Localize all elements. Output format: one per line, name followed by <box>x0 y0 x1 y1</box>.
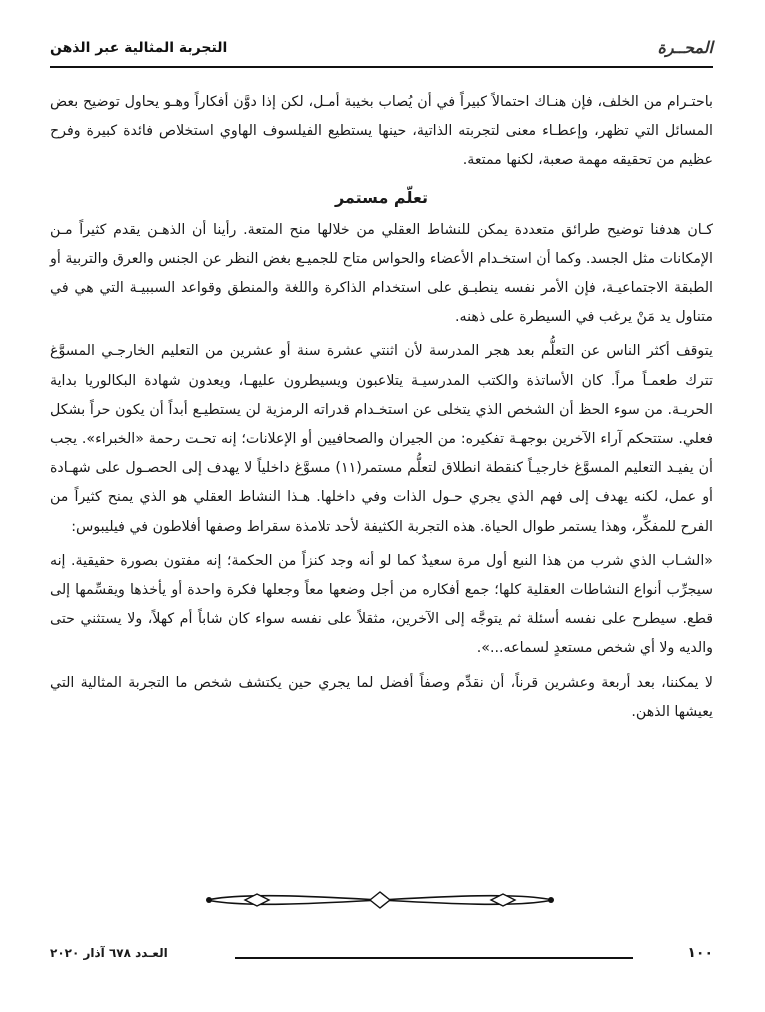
paragraph-2: يتوقف أكثر الناس عن التعلُّم بعد هجر المدرسة لأن اثنتي عشرة سنة أو عشرين من التعليم الخارجـي المسوَّغ تترك طعمـاً مراً. كان الأساتذة والكتب المدرسيـة يتلاعبون ويسيطرون عليهـا، ويعدون شهادة البكالوريا بداية الحريـة. من سوء الحظ أن الشخص الذي يتخلى عن استخـدام قدراته الرمزية لن يستطيـع أبداً أن يكون حراً بشكل فعلي. ستتحكم آراء الآخرين بوجهـة تفكيره: من الجيران والصحافيين أو الإعلانات؛ إنه تحـت رحمة «الخبراء». يجب أن يفيـد التعليم المسوَّغ خارجيـاً كنقطة انطلاق لتعلُّم مستمر(١١) مسوَّغ داخلياً لا يهدف إلى الحصـول على شهـادة أو عمل، لكنه يهدف إلى فهم الذي يجري حـول الذات وفي داخلها. هـذا النشاط العقلي هو الذي يمنح كثيراً من الفرح للمفكِّر، وهذا يستمر طوال الحياة. هذه التجربة الكثيفة لأحد تلامذة سقراط وصفها أفلاطون في فيليبوس: <box>50 343 713 535</box>
running-title: التجربة المثالية عبر الذهن <box>50 40 228 56</box>
quote-paragraph: «الشـاب الذي شرب من هذا النبع أول مرة سعيدٌ كما لو أنه وجد كنزاً من الحكمة؛ إنه مفتون بصورة حقيقية. إنه سيجرِّب أنواع النشاطات العقلية كلها؛ جمع أفكاره من أجل وضعها معاً وجعلها فكرة واحدة أو يأخذها ويقسِّمها إلى قطع. سيطرح على نفسه أسئلة ثم يتوجَّه إلى الآخرين، مثقلاً على نفسه سواء كان شاباً أم كهلاً، ولا يستثني حتى والديه ولا أي شخص مستعدٍ لسماعه...». <box>50 552 713 657</box>
page-header <box>50 38 713 68</box>
article-body <box>50 88 713 727</box>
page-footer <box>50 945 713 969</box>
intro-paragraph: باحتـرام من الخلف، فإن هنـاك احتمالاً كبيراً في أن يُصاب بخيبة أمـل، لكن إذا دوَّن أفكاراً وهـو يحاول توضيح بعض المسائل التي تظهر، وإعطـاء معنى لتجربته الذاتية، حينها يستطيع الفيلسوف الهاوي استخلاص فائدة كبيرة وفرح عظيم من تحقيقه مهمة صعبة، لكنها ممتعة. <box>50 94 713 169</box>
closing-paragraph: لا يمكننا، بعد أربعة وعشرين قرناً، أن نقدِّم وصفاً أفضل لما يجري حين يكتشف شخص ما التجربة المثالية التي يعيشها الذهن. <box>50 674 713 720</box>
section-heading: تعلّم مستمر <box>334 187 429 207</box>
paragraph-1: كـان هدفنا توضيح طرائق متعددة يمكن للنشاط العقلي من خلالها منح المتعة. رأينا أن الذهـن يقدم كثيراً مـن الإمكانات مثل الجسد. وكما أن استخـدام الأعضاء والحواس متاح للجميـع بغض النظر عن الجنس والعرق والتربية أو الطبقة الاجتماعيـة، فإن الأمر نفسه ينطبـق على استخدام الذاكرة واللغة والمنطق وقواعد السببيـة التي هي في متناول يد مَنْ يرغب في السيطرة على ذهنه. <box>50 221 713 326</box>
issue-info: العـدد ٦٧٨ آذار ٢٠٢٠ <box>50 946 168 960</box>
footer-rule <box>235 957 633 959</box>
ornament-divider <box>205 886 555 914</box>
magazine-logo: المحــرة <box>657 38 713 57</box>
header-rule <box>50 66 713 68</box>
page-number: ١٠٠ <box>687 945 713 961</box>
